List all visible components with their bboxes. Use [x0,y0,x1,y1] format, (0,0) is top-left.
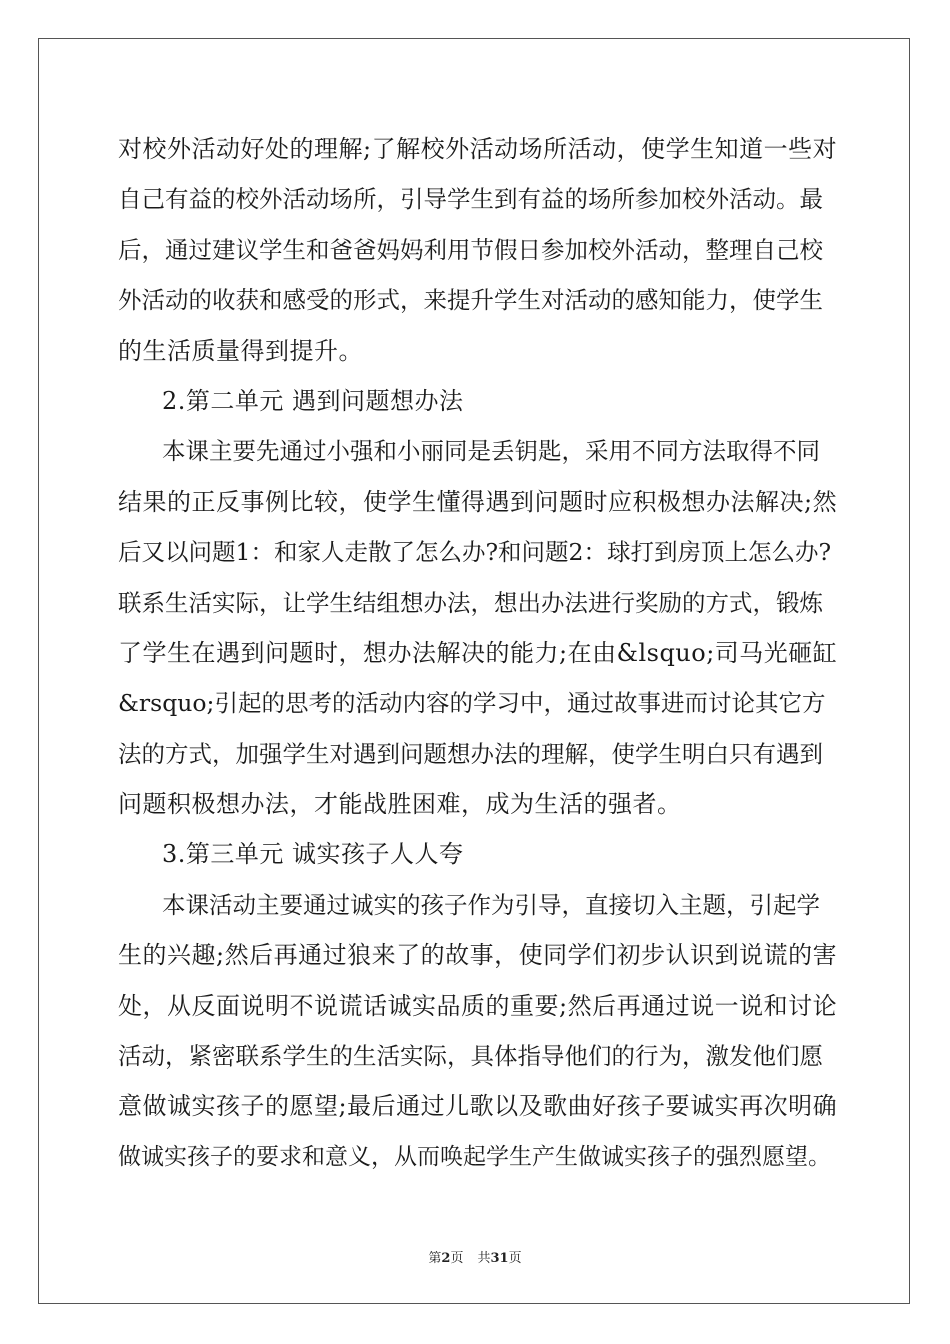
paragraph-line: 联系生活实际，让学生结组想办法，想出办法进行奖励的方式，锻炼 [118,588,823,617]
total-pages: 31 [490,1251,509,1266]
paragraph-line: 意做诚实孩子的愿望;最后通过儿歌以及歌曲好孩子要诚实再次明确 [118,1092,838,1121]
paragraph-line: 对校外活动好处的理解;了解校外活动场所活动，使学生知道一些对 [118,135,838,163]
paragraph-line: 问题积极想办法，才能战胜困难，成为生活的强者。 [118,790,682,819]
paragraph-line: 后，通过建议学生和爸爸妈妈利用节假日参加校外活动，整理自己校 [118,235,823,264]
paragraph-line: &rsquo;引起的思考的活动内容的学习中，通过故事进而讨论其它方 [118,689,826,718]
paragraph-line: 法的方式，加强学生对遇到问题想办法的理解，使学生明白只有遇到 [118,739,823,768]
section-heading: 2.第二单元 遇到问题想办法 [162,386,464,415]
total-prefix: 共 [477,1251,491,1266]
paragraph-line: 本课主要先通过小强和小丽同是丢钥匙，采用不同方法取得不同 [162,437,820,466]
paragraph-line: 做诚实孩子的要求和意义，从而唤起学生产生做诚实孩子的强烈愿望。 [118,1143,831,1170]
section-heading: 3.第三单元 诚实孩子人人夸 [162,840,464,869]
paragraph-line: 活动，紧密联系学生的生活实际，具体指导他们的行为，激发他们愿 [118,1042,823,1071]
paragraph-line: 后又以问题1：和家人走散了怎么办?和问题2：球打到房顶上怎么办? [118,538,832,567]
paragraph-line: 自己有益的校外活动场所，引导学生到有益的场所参加校外活动。最 [118,185,823,214]
page-suffix: 页 [450,1251,464,1266]
paragraph-line: 生的兴趣;然后再通过狼来了的故事，使同学们初步认识到说谎的害 [118,941,838,970]
page-prefix: 第 [428,1251,442,1266]
paragraph-line: 结果的正反事例比较，使学生懂得遇到问题时应积极想办法解决;然 [118,487,838,516]
page-footer [0,1247,950,1266]
paragraph-line: 了学生在遇到问题时，想办法解决的能力;在由&lsquo;司马光砸缸 [118,638,838,667]
paragraph-line: 本课活动主要通过诚实的孩子作为引导，直接切入主题，引起学 [162,890,820,919]
page-number: 2 [441,1251,451,1266]
paragraph-line: 外活动的收获和感受的形式，来提升学生对活动的感知能力，使学生 [118,286,823,315]
document-body [118,124,838,1182]
paragraph-line: 处，从反面说明不说谎话诚实品质的重要;然后再通过说一说和讨论 [118,991,838,1020]
total-suffix: 页 [508,1251,522,1266]
paragraph-line: 的生活质量得到提升。 [118,336,363,365]
